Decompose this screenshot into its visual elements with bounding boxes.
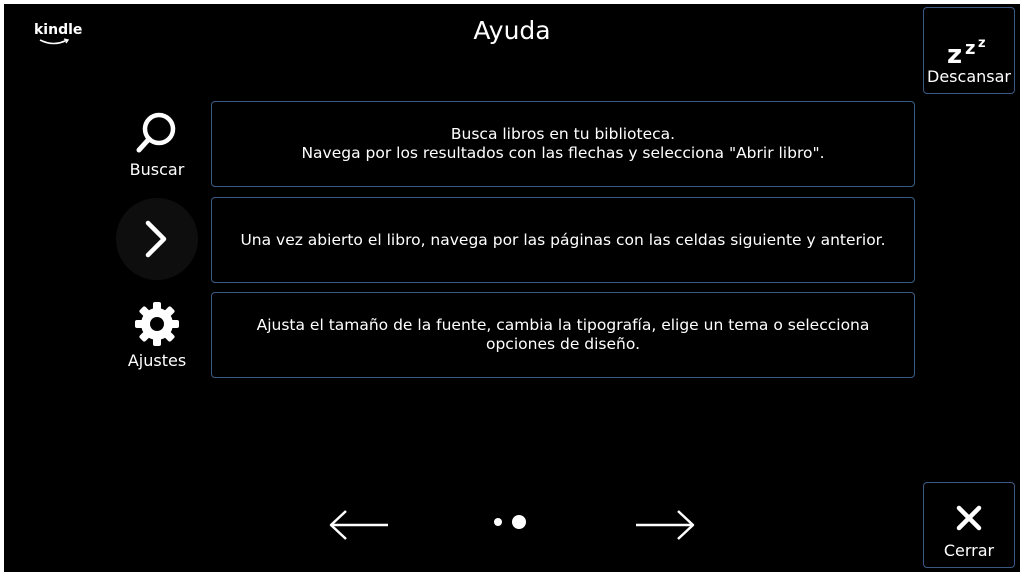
rest-button-label: Descansar	[927, 67, 1011, 86]
svg-text:z: z	[978, 36, 986, 51]
search-shortcut	[112, 110, 202, 180]
close-button-label: Cerrar	[943, 541, 995, 560]
gear-icon	[134, 301, 180, 347]
close-icon	[954, 503, 984, 533]
help-screen	[4, 4, 1020, 572]
help-card-search	[211, 101, 915, 187]
help-text-line: Ajusta el tamaño de la fuente, cambia la tipografía, elige un tema o selecciona	[256, 316, 870, 334]
help-text-line: Una vez abierto el libro, navega por las páginas con las celdas siguiente y anterior.	[240, 230, 886, 249]
help-text-line: Busca libros en tu biblioteca.	[450, 125, 676, 143]
page-dot-active	[512, 515, 526, 529]
settings-shortcut	[112, 301, 202, 371]
settings-label: Ajustes	[127, 351, 187, 370]
help-card-navigation	[211, 197, 915, 283]
page-title: Ayuda	[473, 16, 551, 45]
help-text-line: Navega por los resultados con las flechas y selecciona "Abrir libro".	[301, 144, 825, 162]
help-card-settings	[211, 292, 915, 378]
rest-button[interactable]	[923, 7, 1015, 94]
kindle-logo-text: kindle	[34, 22, 83, 38]
arrow-left-icon	[328, 508, 390, 542]
arrow-right-icon	[634, 508, 696, 542]
close-button[interactable]	[923, 482, 1015, 568]
next-page-button[interactable]	[634, 508, 696, 546]
search-label: Buscar	[129, 160, 185, 179]
page-dot	[494, 518, 502, 526]
help-text-line: opciones de diseño.	[485, 335, 641, 353]
previous-page-button[interactable]	[328, 508, 390, 546]
search-icon	[134, 110, 180, 156]
next-page-shortcut	[116, 198, 198, 280]
page-indicator	[494, 515, 526, 529]
zzz-icon	[947, 35, 991, 65]
svg-text:z: z	[947, 40, 963, 65]
svg-text:z: z	[965, 38, 976, 59]
chevron-right-icon	[142, 219, 172, 259]
